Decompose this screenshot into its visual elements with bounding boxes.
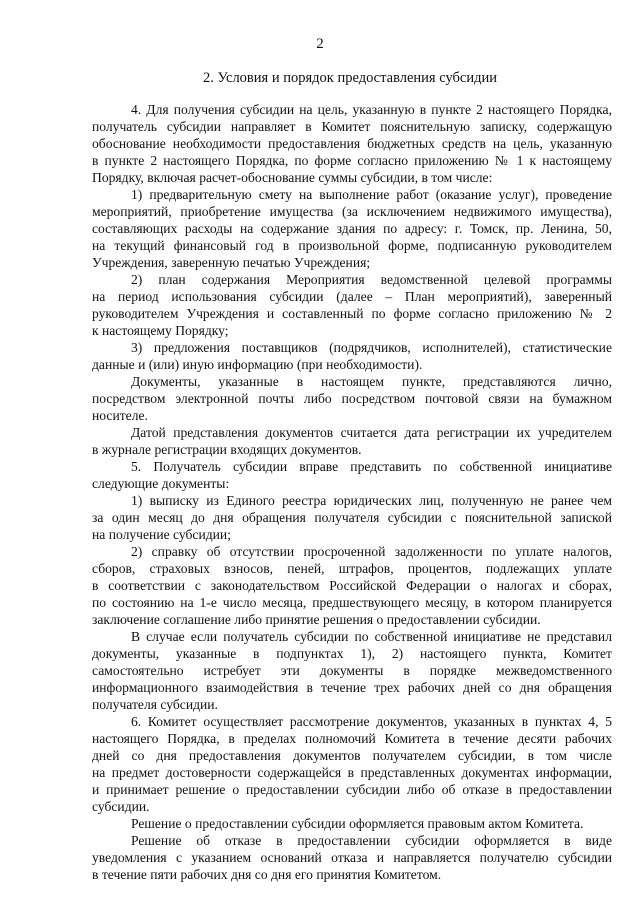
paragraph-line: субсидии. [92, 799, 150, 814]
paragraph-line: на период использования субсидии (далее – План мероприятий), заверенный [92, 289, 612, 304]
paragraph-line: 3) предложения поставщиков (подрядчиков, исполнителей), статистические [131, 340, 612, 355]
paragraph-line: 5. Получатель субсидии вправе представить по собственной инициативе [131, 459, 612, 474]
paragraph-line: сборов, страховых взносов, пеней, штрафов, процентов, подлежащих уплате [92, 561, 612, 576]
paragraph-line: на текущий финансовый год в произвольной форме, подписанную руководителем [92, 238, 612, 253]
paragraph-line: настоящего Порядка, в пределах полномочий Комитета в течение десяти рабочих [92, 731, 612, 746]
paragraph-line: документы, указанные в подпунктах 1), 2) настоящего пункта, Комитет [92, 646, 612, 661]
paragraph-line: посредством электронной почты либо посредством почтовой связи на бумажном [92, 391, 612, 406]
paragraph-line: за один месяц до дня обращения получателя субсидии с пояснительной запиской [92, 510, 612, 525]
paragraph-line: заключение соглашение либо принятие решения о предоставлении субсидии. [92, 612, 541, 627]
paragraph-line: и принимает решение о предоставлении субсидии либо об отказе в предоставлении [92, 782, 612, 797]
paragraph-line: по состоянию на 1-е число месяца, предшествующего месяцу, в котором планируется [92, 595, 612, 610]
paragraph-line: в соответствии с законодательством Российской Федерации о налогах и сборах, [92, 578, 612, 593]
paragraph-line: обоснование необходимости предоставления бюджетных средств на цель, указанную [92, 136, 612, 151]
paragraph-line: на предмет достоверности содержащейся в представленных документах информации, [92, 765, 612, 780]
paragraph-line: 4. Для получения субсидии на цель, указанную в пункте 2 настоящего Порядка, [131, 102, 612, 117]
paragraph-line: в течение пяти рабочих дня со дня его принятия Комитетом. [92, 867, 442, 882]
paragraph-line: Учреждения, заверенную печатью Учреждения; [92, 255, 371, 270]
paragraph-line: в пункте 2 настоящего Порядка, по форме согласно приложению № 1 к настоящему [92, 153, 612, 168]
paragraph-line: составляющих расходы на содержание здания по адресу: г. Томск, пр. Ленина, 50, [92, 221, 612, 236]
paragraph-line: получатель субсидии направляет в Комитет пояснительную записку, содержащую [92, 119, 612, 134]
paragraph-line: самостоятельно истребует эти документы в порядке межведомственного [92, 663, 612, 678]
section-title: 2. Условия и порядок предоставления субсидии [202, 70, 497, 86]
paragraph-line: носителе. [92, 408, 148, 423]
paragraph-line: мероприятий, приобретение имущества (за исключением недвижимого имущества), [92, 204, 612, 219]
paragraph-line: 6. Комитет осуществляет рассмотрение документов, указанных в пунктах 4, 5 [131, 714, 612, 729]
paragraph-line: Порядку, включая расчет-обоснование суммы субсидии, в том числе: [92, 170, 493, 185]
paragraph-line: Решение об отказе в предоставлении субсидии оформляется в виде [131, 833, 612, 848]
paragraph-line: следующие документы: [92, 476, 230, 491]
paragraph-line: уведомления с указанием оснований отказа и направляется получателю субсидии [92, 850, 612, 865]
paragraph-line: Документы, указанные в настоящем пункте, представляются лично, [131, 374, 612, 389]
paragraph-line: данные и (или) иную информацию (при необходимости). [92, 357, 423, 372]
page-number: 2 [316, 36, 324, 52]
paragraph-line: информационного взаимодействия в течение трех рабочих дней со дня обращения [92, 680, 612, 695]
paragraph-line: В случае если получатель субсидии по собственной инициативе не представил [131, 629, 612, 644]
paragraph-line: в журнале регистрации входящих документов. [92, 442, 362, 457]
paragraph-line: получателя субсидии. [92, 697, 218, 712]
paragraph-line: Датой представления документов считается дата регистрации их учредителем [131, 425, 612, 440]
paragraph-line: руководителем Учреждения и составленный по форме согласно приложению № 2 [92, 306, 612, 321]
paragraph-line: дней со дня предоставления документов получателем субсидии, в том числе [92, 748, 612, 763]
paragraph-line: на получение субсидии; [92, 527, 231, 542]
paragraph-line: 1) выписку из Единого реестра юридических лиц, полученную не ранее чем [131, 493, 612, 508]
paragraph-line: к настоящему Порядку; [92, 323, 229, 338]
paragraph-line: 1) предварительную смету на выполнение работ (оказание услуг), проведение [131, 187, 612, 202]
paragraph-line: 2) план содержания Мероприятия ведомственной целевой программы [131, 272, 612, 287]
paragraph-line: Решение о предоставлении субсидии оформляется правовым актом Комитета. [131, 816, 584, 831]
paragraph-line: 2) справку об отсутствии просроченной задолженности по уплате налогов, [131, 544, 612, 559]
